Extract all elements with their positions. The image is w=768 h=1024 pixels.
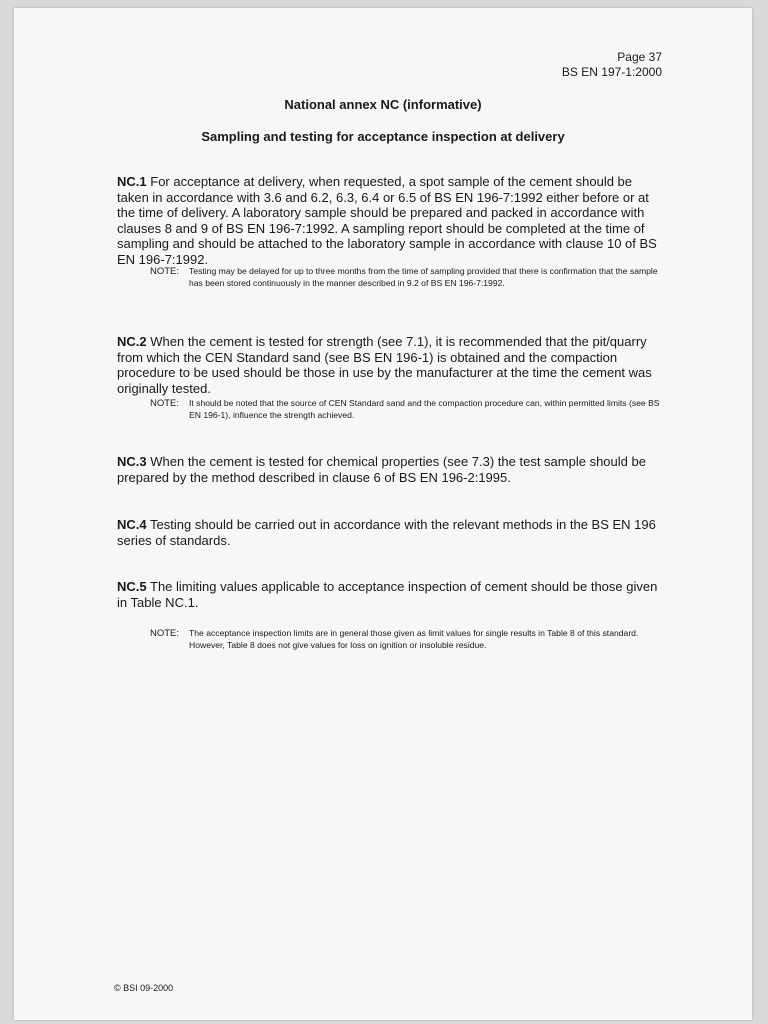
standard-id: BS EN 197-1:2000: [561, 65, 662, 79]
page-header: [562, 50, 662, 80]
clause-number: NC.5: [117, 579, 147, 594]
note-label: NOTE:: [150, 266, 180, 277]
clause-number: NC.1: [117, 174, 147, 189]
clause-nc4: [117, 517, 665, 548]
clause-nc3: [117, 454, 665, 485]
clause-nc5: [117, 579, 665, 610]
clause-number: NC.3: [117, 454, 147, 469]
note-text: It should be noted that the source of CEN Standard sand and the compaction procedure can, within permitted limits (see BS EN 196-1), influence the strength achieved.: [189, 398, 660, 420]
note-text: Testing may be delayed for up to three months from the time of sampling provided that there is confirmation that the sample has been stored continuously in the manner described in 9.2 of BS EN 196-7:1992.: [189, 266, 658, 288]
page-number: Page 37: [617, 50, 662, 64]
note-nc5: [150, 628, 670, 651]
clause-text: When the cement is tested for chemical properties (see 7.3) the test sample should be prepared by the method described in clause 6 of BS EN 196-2:1995.: [117, 454, 646, 485]
note-nc2: [150, 398, 670, 421]
note-label: NOTE:: [150, 628, 180, 639]
copyright-footer: © BSI 09-2000: [114, 983, 174, 993]
clause-nc1: [117, 174, 665, 267]
clause-text: The limiting values applicable to acceptance inspection of cement should be those given in Table NC.1.: [117, 579, 658, 610]
note-label: NOTE:: [150, 398, 180, 409]
clause-nc2: [117, 334, 665, 396]
document-page: [14, 8, 752, 1020]
clause-number: NC.2: [117, 334, 147, 349]
annex-title: National annex NC (informative): [284, 97, 482, 112]
clause-text: When the cement is tested for strength (see 7.1), it is recommended that the pit/quarry from which the CEN Standard sand (see BS EN 196-1) is obtained and the compaction procedure to be used should be those in use by the manufacturer at the time the cement was originally tested.: [117, 334, 652, 396]
clause-text: For acceptance at delivery, when requested, a spot sample of the cement should be taken in accordance with 3.6 and 6.2, 6.3, 6.4 or 6.5 of BS EN 196-7:1992 either before or at the time of delivery. A laboratory sample should be prepared and packed in accordance with clauses 8 and 9 of BS EN 196-7:1992. A sampling report should be completed at the time of sampling and should be attached to the laboratory sample in accordance with clause 10 of BS EN 196-7:1992.: [117, 174, 657, 267]
annex-subtitle: Sampling and testing for acceptance inspection at delivery: [201, 129, 565, 144]
clause-text: Testing should be carried out in accordance with the relevant methods in the BS EN 196 series of standards.: [117, 517, 656, 548]
note-nc1: [150, 266, 670, 289]
clause-number: NC.4: [117, 517, 147, 532]
note-text: The acceptance inspection limits are in general those given as limit values for single results in Table 8 of this standard. However, Table 8 does not give values for loss on ignition or insoluble residue.: [189, 628, 639, 650]
